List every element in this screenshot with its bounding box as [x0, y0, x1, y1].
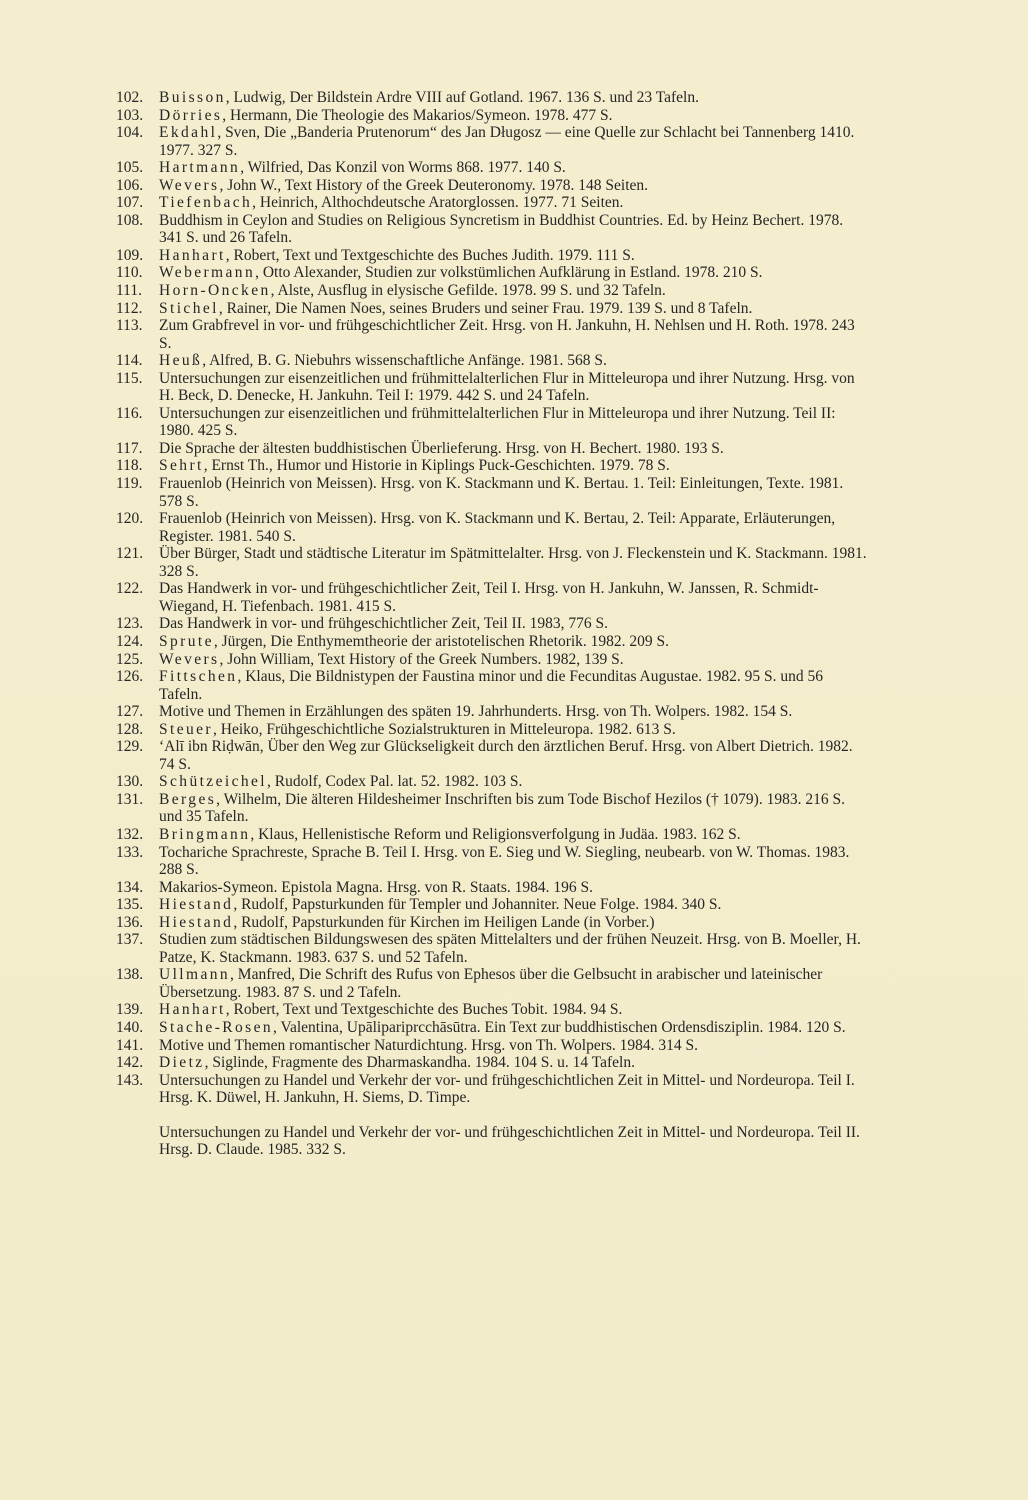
list-item	[116, 457, 868, 475]
entry-number: 138.	[116, 966, 144, 984]
entry-text: , Wilfried, Das Konzil von Worms 868. 1977. 140 S.	[240, 159, 566, 177]
entry-author: Ullmann	[159, 966, 231, 984]
list-item	[116, 791, 868, 826]
entry-number: 104.	[116, 124, 144, 142]
list-item	[116, 826, 868, 844]
list-item	[116, 107, 868, 125]
entry-text: , Heiko, Frühgeschichtliche Sozialstrukturen in Mitteleuropa. 1982. 613 S.	[213, 720, 676, 738]
entry-number: 131.	[116, 790, 144, 808]
entry-author: Berges	[159, 790, 217, 808]
entry-number: 124.	[116, 632, 144, 650]
entry-text: Untersuchungen zu Handel und Verkehr der vor- und frühgeschichtlichen Zeit in Mittel- und Nordeuropa. Teil II. Hrsg. D. Claude. 1985. 332 S.	[159, 1123, 860, 1159]
list-item	[116, 264, 868, 282]
entry-number: 108.	[116, 211, 144, 229]
entry-text: , Jürgen, Die Enthymemtheorie der aristotelischen Rhetorik. 1982. 209 S.	[213, 632, 670, 650]
list-item	[116, 668, 868, 703]
entry-number: 129.	[116, 738, 144, 756]
entry-author: Hartmann	[159, 159, 241, 177]
entry-author: Horn-Oncken	[159, 282, 271, 300]
entry-text: Frauenlob (Heinrich von Meissen). Hrsg. von K. Stackmann und K. Bertau, 2. Teil: Apparate, Erläuterungen, Register. 1981. 540 S.	[159, 510, 836, 545]
entry-number: 135.	[116, 896, 144, 914]
list-item	[116, 475, 868, 510]
list-item	[116, 651, 868, 669]
entry-number: 102.	[116, 89, 144, 106]
entry-number: 127.	[116, 703, 144, 721]
entry-number: 126.	[116, 668, 144, 686]
entry-author: Wevers	[159, 176, 220, 194]
entry-number: 112.	[116, 299, 143, 317]
entry-text: Zum Grabfrevel in vor- und frühgeschichtlicher Zeit. Hrsg. von H. Jankuhn, H. Nehlsen und H. Roth. 1978. 243 S.	[159, 317, 855, 352]
entry-number: 125.	[116, 650, 144, 668]
list-item	[116, 405, 868, 440]
entry-number: 122.	[116, 580, 144, 598]
entry-text: , Ernst Th., Humor und Historie in Kiplings Puck-Geschichten. 1979. 78 S.	[203, 457, 670, 475]
entry-author: Stichel	[159, 299, 219, 317]
entry-number: 123.	[116, 615, 144, 633]
list-item	[116, 1019, 868, 1037]
list-item	[116, 580, 868, 615]
list-item	[116, 194, 868, 212]
entry-number: 141.	[116, 1036, 144, 1054]
entry-text: , Valentina, Upālipariprcchāsūtra. Ein Text zur buddhistischen Ordensdisziplin. 1984. 120 S.	[273, 1018, 846, 1036]
entry-number: 107.	[116, 194, 144, 212]
list-item	[116, 545, 868, 580]
entry-number: 106.	[116, 176, 144, 194]
entry-author: Dietz	[159, 1054, 205, 1072]
entry-text: , Rudolf, Papsturkunden für Kirchen im Heiligen Lande (in Vorber.)	[233, 913, 655, 931]
entry-number: 142.	[116, 1054, 144, 1072]
list-item	[116, 1037, 868, 1055]
entry-number: 130.	[116, 773, 144, 791]
list-item	[116, 773, 868, 791]
entry-text: Tochariche Sprachreste, Sprache B. Teil I. Hrsg. von E. Sieg und W. Siegling, neubearb. von W. Thomas. 1983. 288 S.	[159, 843, 850, 879]
entry-number: 103.	[116, 106, 144, 124]
entry-text: Die Sprache der ältesten buddhistischen Überlieferung. Hrsg. von H. Bechert. 1980. 193 S.	[159, 439, 724, 457]
entry-author: Steuer	[159, 720, 213, 738]
entry-number: 137.	[116, 931, 144, 949]
list-item	[116, 1001, 868, 1019]
entry-number: 119.	[116, 475, 143, 493]
list-item	[116, 440, 868, 458]
entry-author: Schützeichel	[159, 773, 267, 791]
entry-number: 121.	[116, 545, 144, 563]
entry-number: 113.	[116, 317, 143, 335]
entry-author: Tiefenbach	[159, 194, 253, 212]
entry-text: , Rainer, Die Namen Noes, seines Bruders und seiner Frau. 1979. 139 S. und 8 Tafeln.	[218, 299, 753, 317]
list-item	[116, 1124, 868, 1159]
list-item	[116, 370, 868, 405]
list-item	[116, 1054, 868, 1072]
list-item	[116, 247, 868, 265]
list-item	[116, 738, 868, 773]
list-item	[116, 89, 868, 107]
entry-number: 111.	[116, 282, 142, 300]
list-item	[116, 966, 868, 1001]
entry-text: , Rudolf, Papsturkunden für Templer und Johanniter. Neue Folge. 1984. 340 S.	[233, 896, 722, 914]
entry-text: Makarios-Symeon. Epistola Magna. Hrsg. von R. Staats. 1984. 196 S.	[159, 878, 593, 896]
entry-text: , Robert, Text und Textgeschichte des Buches Judith. 1979. 111 S.	[225, 246, 635, 264]
entry-text: Studien zum städtischen Bildungswesen des späten Mittelalters und der frühen Neuzeit. Hrsg. von B. Moeller, H. Patze, K. Stackmann. 1983. 637 S. und 52 Tafeln.	[159, 931, 861, 966]
entry-number: 114.	[116, 352, 143, 370]
list-item	[116, 159, 868, 177]
entry-number: 120.	[116, 510, 144, 528]
list-item	[116, 896, 868, 914]
entry-author: Hiestand	[159, 896, 234, 914]
entry-author: Buisson	[159, 89, 226, 106]
entry-number: 109.	[116, 246, 144, 264]
list-item	[116, 914, 868, 932]
entry-author: Hanhart	[159, 1001, 226, 1019]
entry-text: , Klaus, Die Bildnistypen der Faustina minor und die Fecunditas Augustae. 1982. 95 S. und 56 Tafeln.	[159, 668, 823, 703]
entry-text: Untersuchungen zur eisenzeitlichen und frühmittelalterlichen Flur in Mitteleuropa und ihrer Nutzung. Hrsg. von H. Beck, D. Denecke, H. Jankuhn. Teil I: 1979. 442 S. und 24 Tafeln.	[159, 369, 855, 405]
entry-text: Buddhism in Ceylon and Studies on Religious Syncretism in Buddhist Countries. Ed. by Heinz Bechert. 1978. 341 S. und 26 Tafeln.	[159, 211, 844, 247]
entry-author: Sprute	[159, 632, 214, 650]
entry-text: , Heinrich, Althochdeutsche Aratorglossen. 1977. 71 Seiten.	[252, 194, 624, 212]
entry-text: , Otto Alexander, Studien zur volkstümlichen Aufklärung in Estland. 1978. 210 S.	[255, 264, 763, 282]
entry-text: , Siglinde, Fragmente des Dharmaskandha. 1984. 104 S. u. 14 Tafeln.	[204, 1054, 635, 1072]
list-item	[116, 124, 868, 159]
list-item	[116, 317, 868, 352]
entry-text: Untersuchungen zur eisenzeitlichen und frühmittelalterlichen Flur in Mitteleuropa und ihrer Nutzung. Teil II: 1980. 425 S.	[159, 404, 836, 440]
entry-text: , Manfred, Die Schrift des Rufus von Ephesos über die Gelbsucht in arabischer und lateinischer Übersetzung. 1983. 87 S. und 2 Tafeln.	[159, 966, 823, 1001]
list-item	[116, 282, 868, 300]
entry-text: , John William, Text History of the Greek Numbers. 1982, 139 S.	[219, 650, 624, 668]
entry-number: 117.	[116, 439, 143, 457]
entry-number: 128.	[116, 720, 144, 738]
entry-text: , John W., Text History of the Greek Deuteronomy. 1978. 148 Seiten.	[219, 176, 649, 194]
entry-number: 140.	[116, 1018, 144, 1036]
list-item	[116, 844, 868, 879]
entry-number: 133.	[116, 843, 144, 861]
entry-text: , Robert, Text und Textgeschichte des Buches Tobit. 1984. 94 S.	[225, 1001, 623, 1019]
list-item	[116, 212, 868, 247]
entry-text: , Rudolf, Codex Pal. lat. 52. 1982. 103 S.	[267, 773, 523, 791]
entry-text: Motive und Themen in Erzählungen des späten 19. Jahrhunderts. Hrsg. von Th. Wolpers. 1982. 154 S.	[159, 703, 793, 721]
entry-author: Ekdahl	[159, 124, 218, 142]
list-item	[116, 1072, 868, 1107]
entry-author: Heuß	[159, 352, 203, 370]
list-item	[116, 703, 868, 721]
publication-list	[116, 89, 868, 1159]
entry-number: 115.	[116, 369, 143, 387]
entry-author: Dörries	[159, 106, 223, 124]
entry-number: 110.	[116, 264, 143, 282]
list-item	[116, 633, 868, 651]
entry-text: , Klaus, Hellenistische Reform und Religionsverfolgung in Judäa. 1983. 162 S.	[250, 825, 741, 843]
entry-text: Untersuchungen zu Handel und Verkehr der vor- und frühgeschichtlichen Zeit in Mittel- und Nordeuropa. Teil I. Hrsg. K. Düwel, H. Jankuhn, H. Siems, D. Timpe.	[159, 1071, 855, 1107]
entry-number: 116.	[116, 404, 143, 422]
entry-number: 136.	[116, 913, 144, 931]
entry-text: Über Bürger, Stadt und städtische Literatur im Spätmittelalter. Hrsg. von J. Fleckenstein und K. Stackmann. 1981. 328 S.	[159, 545, 867, 580]
entry-author: Hiestand	[159, 913, 234, 931]
entry-author: Wevers	[159, 650, 220, 668]
list-item	[116, 510, 868, 545]
entry-number: 132.	[116, 825, 144, 843]
entry-text: , Wilhelm, Die älteren Hildesheimer Inschriften bis zum Tode Bischof Hezilos († 1079). 1983. 216 S. und 35 Tafeln.	[159, 790, 845, 826]
list-item	[116, 721, 868, 739]
entry-number: 118.	[116, 457, 143, 475]
list-item	[116, 177, 868, 195]
list-item	[116, 879, 868, 897]
list-item	[116, 615, 868, 633]
entry-text: , Alfred, B. G. Niebuhrs wissenschaftliche Anfänge. 1981. 568 S.	[202, 352, 607, 370]
entry-author: Stache-Rosen	[159, 1018, 274, 1036]
entry-text: , Hermann, Die Theologie des Makarios/Symeon. 1978. 477 S.	[222, 106, 613, 124]
list-item	[116, 352, 868, 370]
entry-text: Frauenlob (Heinrich von Meissen). Hrsg. von K. Stackmann und K. Bertau. 1. Teil: Einleitungen, Texte. 1981. 578 S.	[159, 475, 844, 510]
entry-text: Motive und Themen romantischer Naturdichtung. Hrsg. von Th. Wolpers. 1984. 314 S.	[159, 1036, 699, 1054]
entry-number: 134.	[116, 878, 144, 896]
entry-author: Bringmann	[159, 825, 251, 843]
entry-text: ‘Alī ibn Riḍwān, Über den Weg zur Glückseligkeit durch den ärztlichen Beruf. Hrsg. von Albert Dietrich. 1982. 74 S.	[159, 738, 853, 773]
entry-number: 143.	[116, 1071, 144, 1089]
entry-text: , Alste, Ausflug in elysische Gefilde. 1978. 99 S. und 32 Tafeln.	[270, 282, 666, 300]
entry-text: , Sven, Die „Banderia Prutenorum“ des Jan Długosz — eine Quelle zur Schlacht bei Tannenberg 1410. 1977. 327 S.	[159, 124, 855, 159]
list-item	[116, 300, 868, 318]
entry-author: Sehrt	[159, 457, 204, 475]
entry-number: 105.	[116, 159, 144, 177]
entry-number: 139.	[116, 1001, 144, 1019]
list-item	[116, 931, 868, 966]
entry-text: Das Handwerk in vor- und frühgeschichtlicher Zeit, Teil I. Hrsg. von H. Jankuhn, W. Janssen, R. Schmidt-Wiegand, H. Tiefenbach. 1981. 415 S.	[159, 580, 819, 615]
entry-author: Hanhart	[159, 246, 226, 264]
entry-author: Fittschen	[159, 668, 238, 686]
entry-text: Das Handwerk in vor- und frühgeschichtlicher Zeit, Teil II. 1983, 776 S.	[159, 615, 609, 633]
entry-text: , Ludwig, Der Bildstein Ardre VIII auf Gotland. 1967. 136 S. und 23 Tafeln.	[225, 89, 699, 106]
entry-author: Webermann	[159, 264, 256, 282]
